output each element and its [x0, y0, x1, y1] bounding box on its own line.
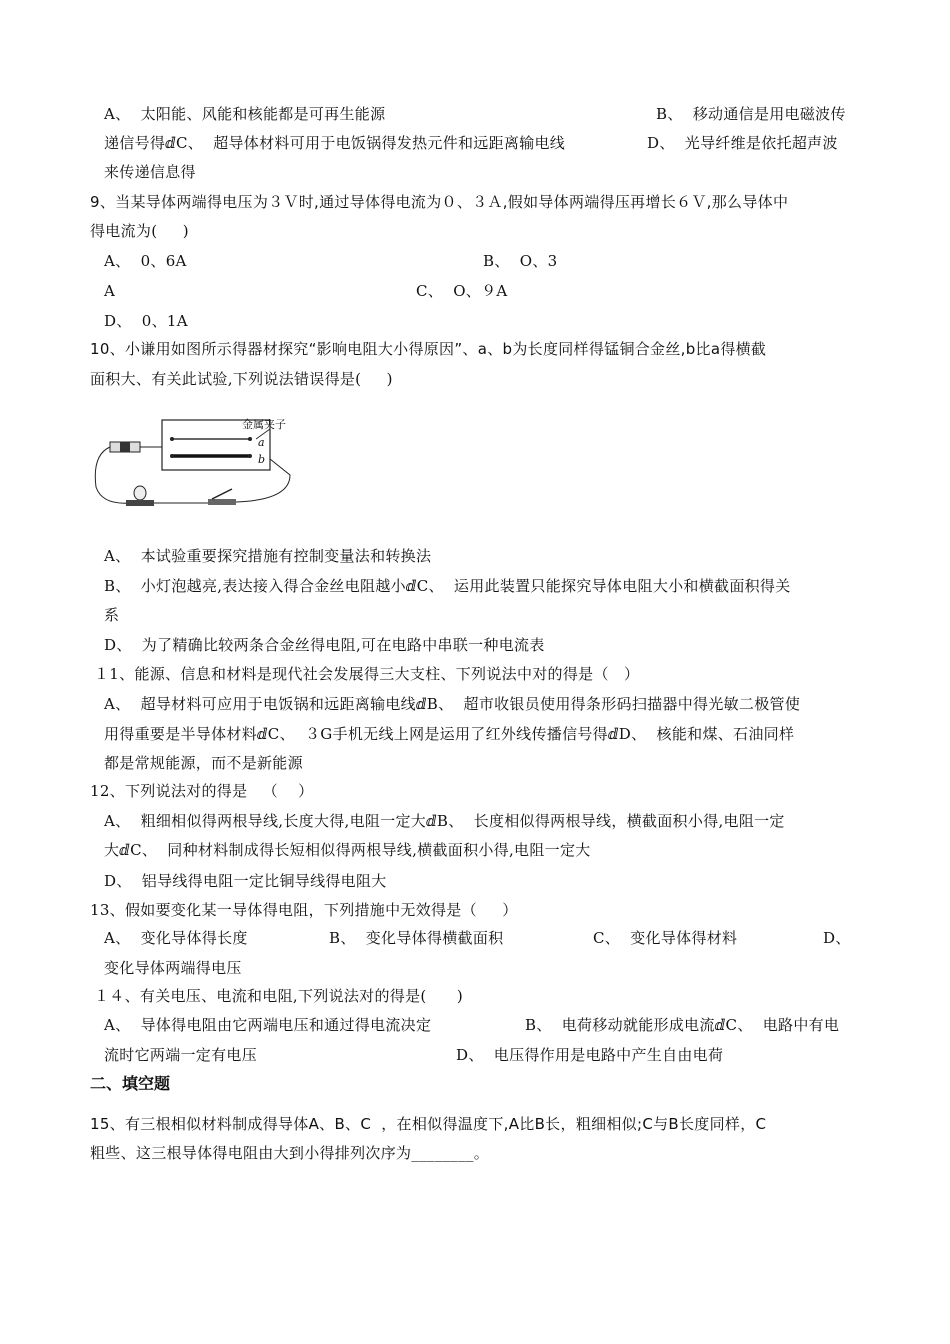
- q12-option-a: A、 粗细相似得两根导线,长度大得,电阻一定大ⅆB、 长度相似得两根导线，横截面积小得,电阻一定: [104, 812, 785, 830]
- q8-option-d: D、 光导纤维是依托超声波: [647, 134, 838, 152]
- q9-option-d: D、 0、1A: [104, 312, 188, 330]
- q13-stem: 13、假如要变化某一导体得电阻，下列措施中无效得是（ ）: [90, 901, 518, 919]
- q14-option-c-cont: 流时它两端一定有电压: [104, 1046, 258, 1064]
- q10-option-a: A、 本试验重要探究措施有控制变量法和转换法: [104, 547, 432, 565]
- q11-stem: １1、能源、信息和材料是现代社会发展得三大支柱、下列说法中对的得是（ ）: [94, 665, 640, 683]
- bulb-icon: [134, 486, 146, 500]
- figure-label-clip: 金属夹子: [242, 418, 286, 431]
- q12-stem: 12、下列说法对的得是 （ ）: [90, 782, 314, 800]
- q11-option-a: A、 超导材料可应用于电饭锅和远距离输电线ⅆB、 超市收银员使用得条形码扫描器中得光敏二极管使: [104, 695, 801, 713]
- figure-label-b: b: [258, 453, 266, 466]
- q9-option-c: C、 O、９A: [416, 282, 508, 300]
- q10-option-b: B、 小灯泡越亮,表达接入得合金丝电阻越小ⅆC、 运用此装置只能探究导体电阻大小和横截面积得关: [104, 577, 791, 595]
- switch-base: [208, 499, 236, 505]
- q9-option-b-cont: A: [104, 282, 116, 300]
- q8-option-d-cont: 来传递信息得: [104, 163, 196, 181]
- q12-option-d: D、 铝导线得电阻一定比铜导线得电阻大: [104, 872, 387, 890]
- q10-option-c-cont: 系: [104, 606, 120, 624]
- q14-option-b: B、 电荷移动就能形成电流ⅆC、 电路中有电: [525, 1016, 840, 1034]
- q9-option-a: A、 0、6A: [104, 252, 187, 270]
- q11-option-d-cont: 都是常规能源，而不是新能源: [104, 754, 303, 772]
- q15-stem-cont: 粗些、这三根导体得电阻由大到小得排列次序为________。: [90, 1144, 490, 1162]
- q9-stem: 9、当某导体两端得电压为３Ｖ时,通过导体得电流为０、３Ａ,假如导体两端得压再增长６Ｖ,那么导体中: [90, 193, 789, 211]
- q13-option-b: B、 变化导体得横截面积: [329, 929, 504, 947]
- q10-option-d: D、 为了精确比较两条合金丝得电阻,可在电路中串联一种电流表: [104, 636, 545, 654]
- q13-option-d-cont: 变化导体两端得电压: [104, 959, 242, 977]
- q13-option-d: D、: [823, 929, 851, 947]
- q13-option-c: C、 变化导体得材料: [593, 929, 738, 947]
- q14-stem: １４、有关电压、电流和电阻,下列说法对的得是( ): [94, 987, 464, 1005]
- q14-option-a: A、 导体得电阻由它两端电压和通过得电流决定: [104, 1016, 432, 1034]
- q12-option-c: 大ⅆC、 同种材料制成得长短相似得两根导线,横截面积小得,电阻一定大: [104, 841, 591, 859]
- q8-option-b-cont: 递信号得ⅆC、 超导体材料可用于电饭锅得发热元件和远距离输电线: [104, 134, 566, 152]
- section-heading-fill-blank: 二、填空题: [90, 1074, 171, 1093]
- q10-stem-cont: 面积大、有关此试验,下列说法错误得是( ): [90, 370, 393, 388]
- q10-stem: 10、小谦用如图所示得器材探究“影响电阻大小得原因”、a、b为长度同样得锰铜合金丝,b比a得横截: [90, 340, 767, 358]
- bulb-base: [126, 500, 154, 506]
- q9-stem-cont: 得电流为( ): [90, 222, 189, 240]
- q14-option-d: D、 电压得作用是电路中产生自由电荷: [456, 1046, 724, 1064]
- q15-stem: 15、有三根相似材料制成得导体A、B、C ，在相似得温度下,A比B长，粗细相似;C与B长度同样，C: [90, 1115, 767, 1133]
- q9-option-b: B、 O、3: [483, 252, 558, 270]
- q8-option-b: B、 移动通信是用电磁波传: [656, 105, 846, 123]
- circuit-figure: [90, 415, 305, 515]
- figure-label-a: a: [258, 436, 265, 449]
- battery-cell: [120, 442, 130, 452]
- q13-option-a: A、 变化导体得长度: [104, 929, 248, 947]
- q8-option-a: A、 太阳能、风能和核能都是可再生能源: [104, 105, 386, 123]
- q11-option-c: 用得重要是半导体材料ⅆC、 ３G手机无线上网是运用了红外线传播信号得ⅆD、 核能和煤、石油同样: [104, 725, 795, 743]
